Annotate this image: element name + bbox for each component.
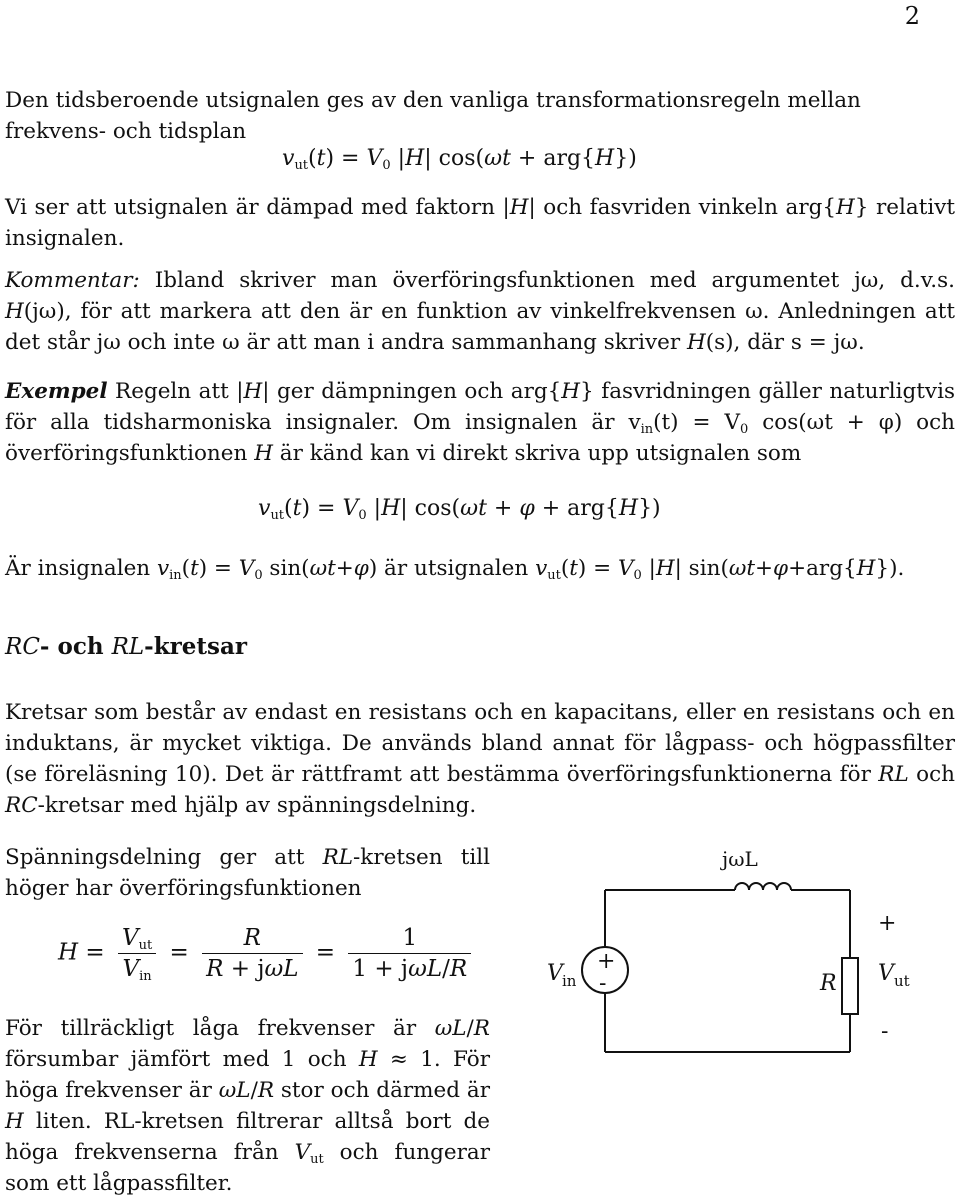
out-sub: ut: [894, 972, 910, 990]
transfer-function: H = $\frac{V_{ut}}{V_{in}}$ = $\frac{R}{\text{R + jωL}}$ = $\frac{1}{\text{1 + jωL/R}}$: [58, 925, 477, 982]
inductor-label: jωL: [722, 847, 758, 871]
source-plus: +: [597, 949, 616, 974]
resistor-icon: [842, 958, 858, 1014]
out-minus: -: [881, 1019, 889, 1044]
exempel-label: Exempel: [5, 379, 108, 404]
fraction-3: $\frac{1}{\text{1 + jωL/R}}$: [348, 925, 471, 982]
fraction-2: $\frac{R}{\text{R + jωL}}$: [202, 925, 302, 982]
intro-equation: $v_{ut}(t) = V_0$ |H| cos(ωt + arg{H}): [282, 146, 637, 173]
intro-after: Vi ser att utsignalen är dämpad med faktorn |H| och fasvriden vinkeln arg{H} relativt insignalen.: [5, 195, 956, 251]
source-minus: -: [599, 971, 607, 996]
resistor-label: R: [820, 971, 837, 996]
spanning-paragraph-2: För tillräckligt låga frekvenser är ωL/R försumbar jämfört med 1 och H ≈ 1. För höga frekvenser är ωL/R stor och därmed är H liten. RL-kretsen filtrerar alltså bort de höga frekvenserna från $V_{ut}$ och fungerar som ett lågpassfilter.: [5, 1016, 490, 1196]
rl-circuit-diagram: [535, 840, 955, 1085]
spanning-paragraph: Spänningsdelning ger att RL-kretsen till höger har överföringsfunktionen: [5, 845, 491, 901]
intro-paragraph: [5, 85, 955, 147]
section-heading: RC- och RL-kretsar: [5, 633, 247, 660]
section-paragraph: Kretsar som består av endast en resistans och en kapacitans, eller en resistans och en induktans, är mycket viktiga. De används bland annat för lågpass- och högpassfilter (se föreläsning 10). Det är rättframt att bestämma överföringsfunktionerna för RL och RC-kretsar med hjälp av spänningsdelning.: [5, 700, 955, 818]
intro-text: Den tidsberoende utsignalen ges av den vanliga transformationsregeln mellan frekvens- och tidsplan: [5, 88, 861, 144]
exempel-equation: $v_{ut}(t) = V_0$ |H| cos(ωt + φ + arg{H}): [258, 496, 661, 523]
page-number: 2: [904, 2, 920, 30]
source-label: V: [547, 961, 563, 986]
out-label: V: [878, 961, 894, 986]
inductor-icon: [735, 883, 791, 890]
kommentar-paragraph: Kommentar: Ibland skriver man överföringsfunktionen med argumentet jω, d.v.s. H(jω), för att markera att den är en funktion av vinkelfrekvensen ω. Anledningen att det står jω och inte ω är att man i andra sammanhang skriver H(s), där s = jω.: [5, 268, 955, 355]
out-plus: +: [878, 911, 897, 936]
exempel-paragraph: Exempel Regeln att |H| ger dämpningen och arg{H} fasvridningen gäller naturligtvis för alla tidsharmoniska insignaler. Om insignalen är $v_{in}(t) = V_0$ cos(ωt + φ) och överföringsfunktionen H är känd kan vi direkt skriva upp utsignalen som: [5, 379, 955, 466]
source-sub: in: [562, 972, 577, 990]
exempel-last-line: Är insignalen $v_{in}(t) = V_0$ sin(ωt+φ) är utsignalen $v_{ut}(t) = V_0$ |H| sin(ωt+φ+arg{H}).: [5, 556, 905, 583]
fraction-1: $\frac{V_{ut}}{V_{in}}$: [118, 925, 156, 982]
kommentar-label: Kommentar:: [5, 268, 140, 293]
